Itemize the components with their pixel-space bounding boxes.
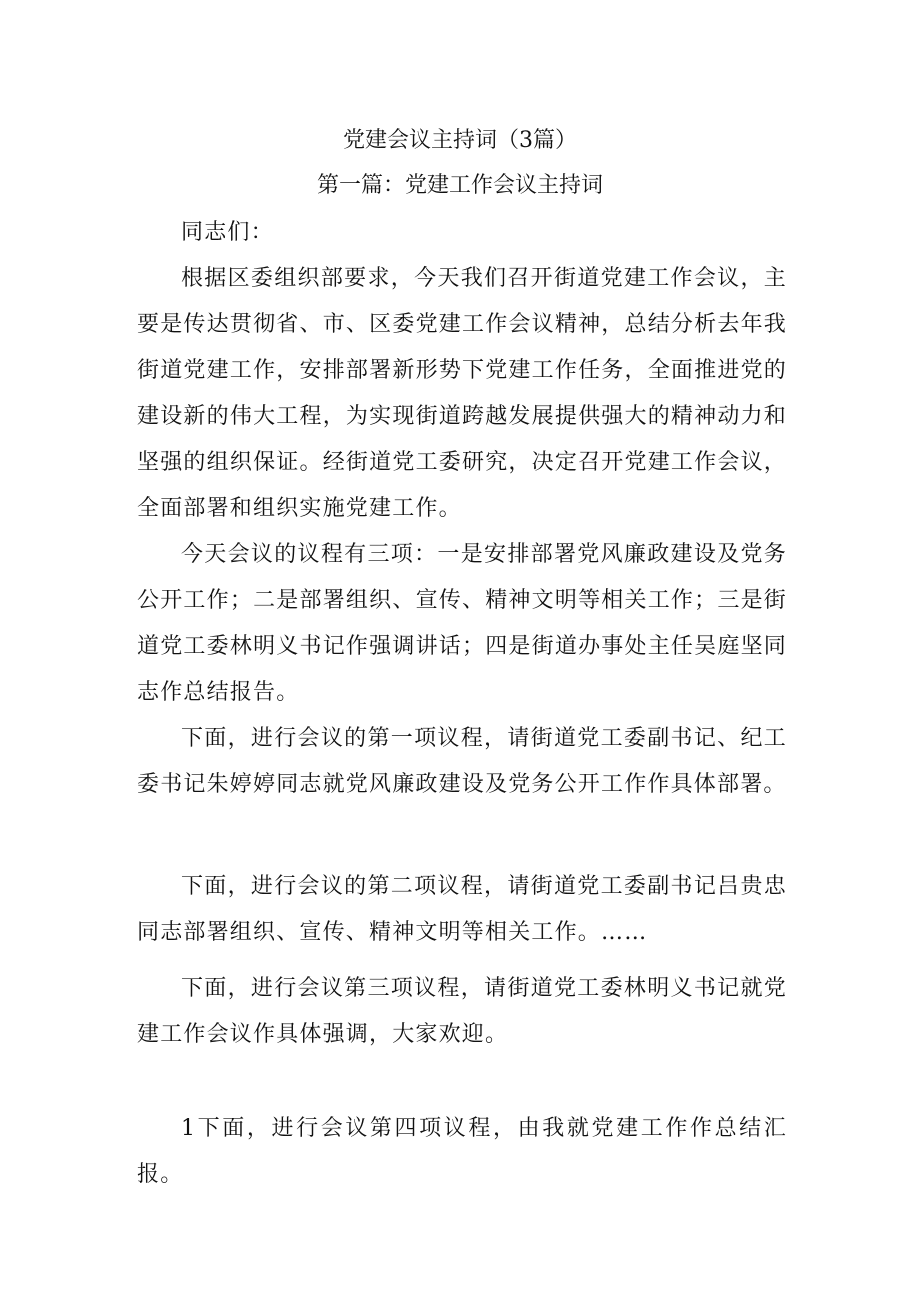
document-subtitle: 第一篇：党建工作会议主持词 [316,173,603,198]
document-title: 党建会议主持词（3篇） [343,128,577,153]
paragraph-2: 今天会议的议程有三项：一是安排部署党风廉政建设及党务公开工作；二是部署组织、宣传、精神文明等相关工作；三是街道党工委林明义书记作强调讲话；四是街道办事处主任吴庭坚同志作总结报告。 [137,542,787,705]
paragraph-5: 下面，进行会议第三项议程，请街道党工委林明义书记就党建工作会议作具体强调，大家欢迎。 [137,976,787,1047]
salutation: 同志们： [181,220,274,245]
paragraph-1: 根据区委组织部要求，今天我们召开街道党建工作会议，主要是传达贯彻省、市、区委党建工作会议精神，总结分析去年我街道党建工作，安排部署新形势下党建工作任务，全面推进党的建设新的伟大工程，为实现街道跨越发展提供强大的精神动力和坚强的组织保证。经街道党工委研究，决定召开党建工作会议，全面部署和组织实施党建工作。 [137,266,787,521]
paragraph-6: 1下面，进行会议第四项议程，由我就党建工作作总结汇报。 [137,1116,787,1187]
paragraph-3: 下面，进行会议的第一项议程，请街道党工委副书记、纪工委书记朱婷婷同志就党风廉政建设及党务公开工作作具体部署。 [137,726,787,797]
paragraph-4: 下面，进行会议的第二项议程，请街道党工委副书记吕贵忠同志部署组织、宣传、精神文明等相关工作。…… [137,874,787,945]
